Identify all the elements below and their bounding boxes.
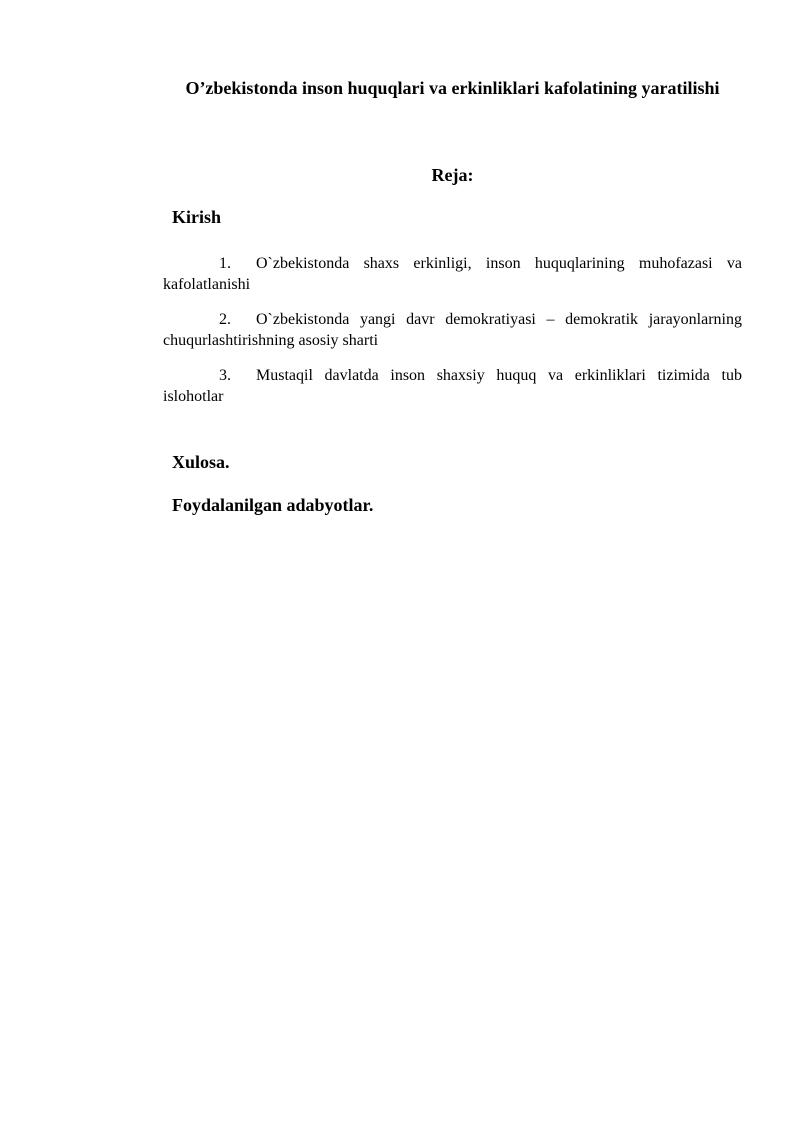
plan-item-number: 3. <box>219 367 231 384</box>
document-title: O’zbekistonda inson huquqlari va erkinliklari kafolatining yaratilishi <box>185 78 720 98</box>
intro-heading: Kirish <box>172 207 222 227</box>
plan-heading: Reja: <box>431 165 474 185</box>
plan-item-text: O`zbekistonda shaxs erkinligi, inson huquqlarining muhofazasi va kafolatlanishi <box>163 255 742 293</box>
plan-item-3 <box>163 365 742 407</box>
plan-item-number: 2. <box>219 311 231 328</box>
plan-item-2 <box>163 309 742 351</box>
plan-item-1 <box>163 253 742 295</box>
plan-list <box>163 253 742 421</box>
plan-item-text: O`zbekistonda yangi davr demokratiyasi – demokratik jarayonlarning chuqurlashtirishning asosiy sharti <box>163 311 742 349</box>
references-heading: Foydalanilgan adabyotlar. <box>172 495 374 515</box>
plan-item-text: Mustaqil davlatda inson shaxsiy huquq va erkinliklari tizimida tub islohotlar <box>163 367 742 405</box>
conclusion-heading: Xulosa. <box>172 452 230 472</box>
plan-item-number: 1. <box>219 255 231 272</box>
